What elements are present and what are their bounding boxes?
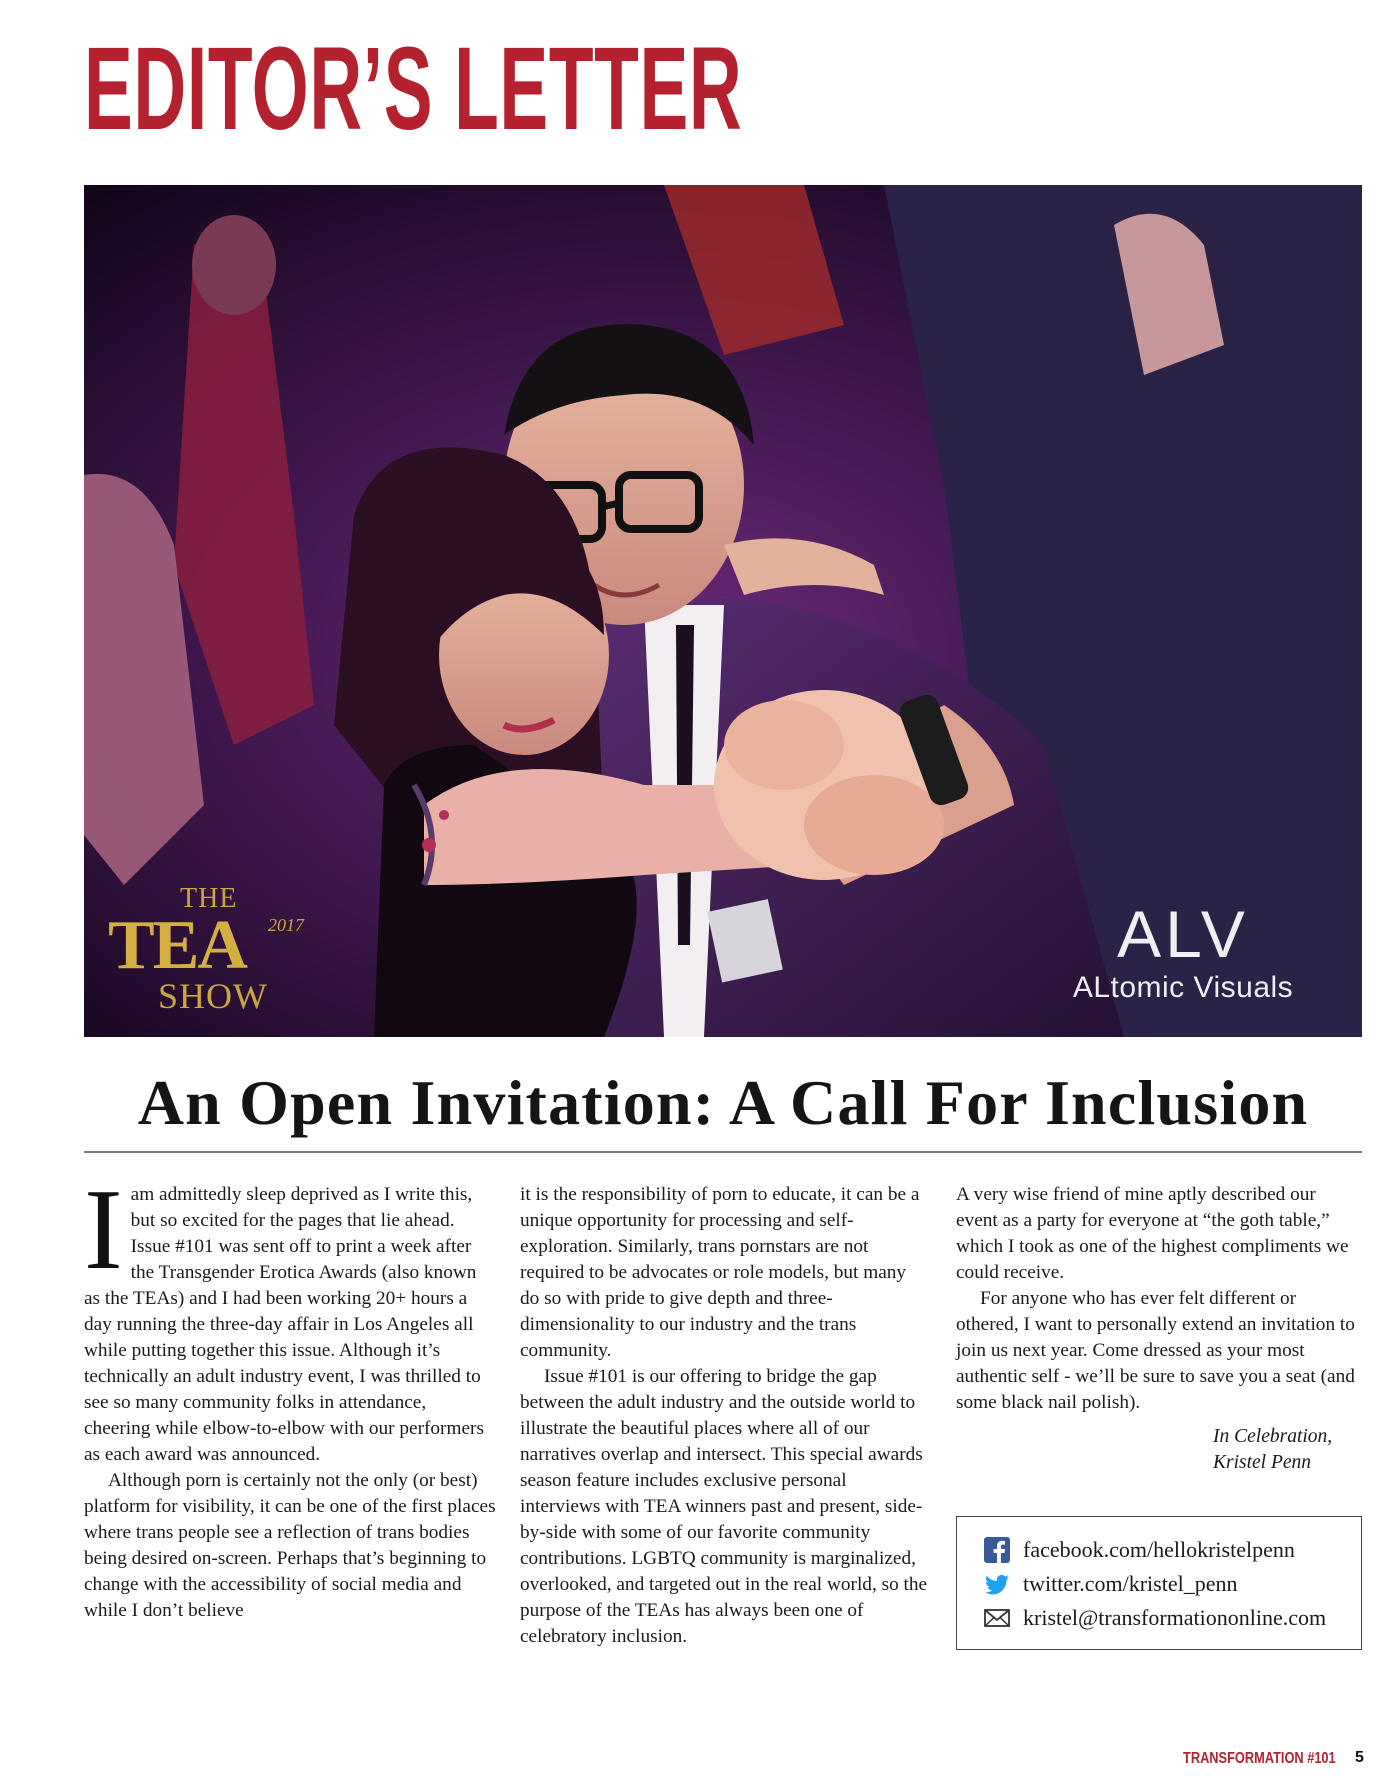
article-column-2 bbox=[520, 1182, 928, 1650]
col3-paragraph-2: For anyone who has ever felt different or othered, I want to personally extend an invitation to join us next year. Come dressed as your most authentic self - we’ll be sure to save you a seat (and some black nail polish). bbox=[956, 1288, 1355, 1413]
contact-twitter[interactable] bbox=[983, 1567, 1361, 1601]
tea-logo-year: 2017 bbox=[268, 915, 304, 935]
article-headline: An Open Invitation: A Call For Inclusion bbox=[137, 1067, 1309, 1138]
alv-watermark bbox=[1038, 897, 1328, 1005]
envelope-icon bbox=[983, 1604, 1011, 1632]
col1-paragraph-2: Although porn is certainly not the only (or best) platform for visibility, it can be one of the first places where trans people see a reflection of trans bodies being desired on-screen. Perhaps that’s beginning to change with the accessibility of social media and while I don’t believe bbox=[84, 1470, 496, 1621]
col2-paragraph-1: it is the responsibility of porn to educate, it can be a unique opportunity for processing and self-exploration. Similarly, trans pornstars are not required to be advocates or role models, but many do so with pride to give depth and three-dimensionality to our industry and the trans community. bbox=[520, 1184, 920, 1361]
contact-box bbox=[956, 1516, 1362, 1650]
contact-facebook[interactable] bbox=[983, 1533, 1361, 1567]
alv-mark: ALV bbox=[1117, 897, 1249, 971]
signoff bbox=[1213, 1424, 1332, 1476]
drop-cap: I bbox=[84, 1166, 123, 1294]
twitter-link[interactable]: twitter.com/kristel_penn bbox=[1023, 1571, 1238, 1596]
tea-logo-show: SHOW bbox=[158, 976, 268, 1016]
signoff-name: Kristel Penn bbox=[1213, 1452, 1312, 1473]
cover-photo bbox=[84, 185, 1362, 1037]
section-title: EDITOR’S LETTER bbox=[84, 23, 743, 155]
alv-subtitle: ALtomic Visuals bbox=[1072, 971, 1294, 1004]
twitter-icon bbox=[983, 1570, 1011, 1598]
contact-email[interactable] bbox=[983, 1601, 1361, 1635]
tea-show-logo bbox=[108, 883, 318, 1016]
article-column-1 bbox=[84, 1166, 496, 1624]
tea-logo-main: TEA bbox=[108, 907, 246, 984]
col2-paragraph-2: Issue #101 is our offering to bridge the gap between the adult industry and the outside world to illustrate the beautiful places where all of our narratives overlap and intersect. This special awards season feature includes exclusive personal interviews with TEA winners past and present, side-by-side with some of our favorite community contributions. LGBTQ community is marginalized, overlooked, and targeted out in the real world, so the purpose of the TEAs has always been one of celebratory inclusion. bbox=[520, 1366, 928, 1647]
tea-logo-the: THE bbox=[180, 883, 238, 914]
publication-footer: TRANSFORMATION #101 bbox=[1183, 1750, 1336, 1767]
headline-divider bbox=[84, 1151, 1362, 1153]
page-number: 5 bbox=[1355, 1749, 1364, 1766]
facebook-icon bbox=[983, 1536, 1011, 1564]
col3-paragraph-1: A very wise friend of mine aptly described our event as a party for everyone at “the goth table,” which I took as one of the highest compliments we could receive. bbox=[956, 1184, 1349, 1283]
facebook-link[interactable]: facebook.com/hellokristelpenn bbox=[1023, 1537, 1295, 1562]
article-column-3 bbox=[956, 1182, 1362, 1416]
signoff-line-1: In Celebration, bbox=[1213, 1426, 1333, 1447]
col1-paragraph-1: am admittedly sleep deprived as I write this, but so excited for the pages that lie ahead. Issue #101 was sent off to print a week after the Transgender Erotica Awards (also known as the TEAs) and I had been working 20+ hours a day running the three-day affair in Los Angeles all while putting together this issue. Although it’s technically an adult industry event, I was thrilled to see so many community folks in attendance, cheering while elbow-to-elbow with our performers as each award was announced. bbox=[84, 1184, 484, 1465]
email-link[interactable]: kristel@transformationonline.com bbox=[1023, 1605, 1327, 1630]
